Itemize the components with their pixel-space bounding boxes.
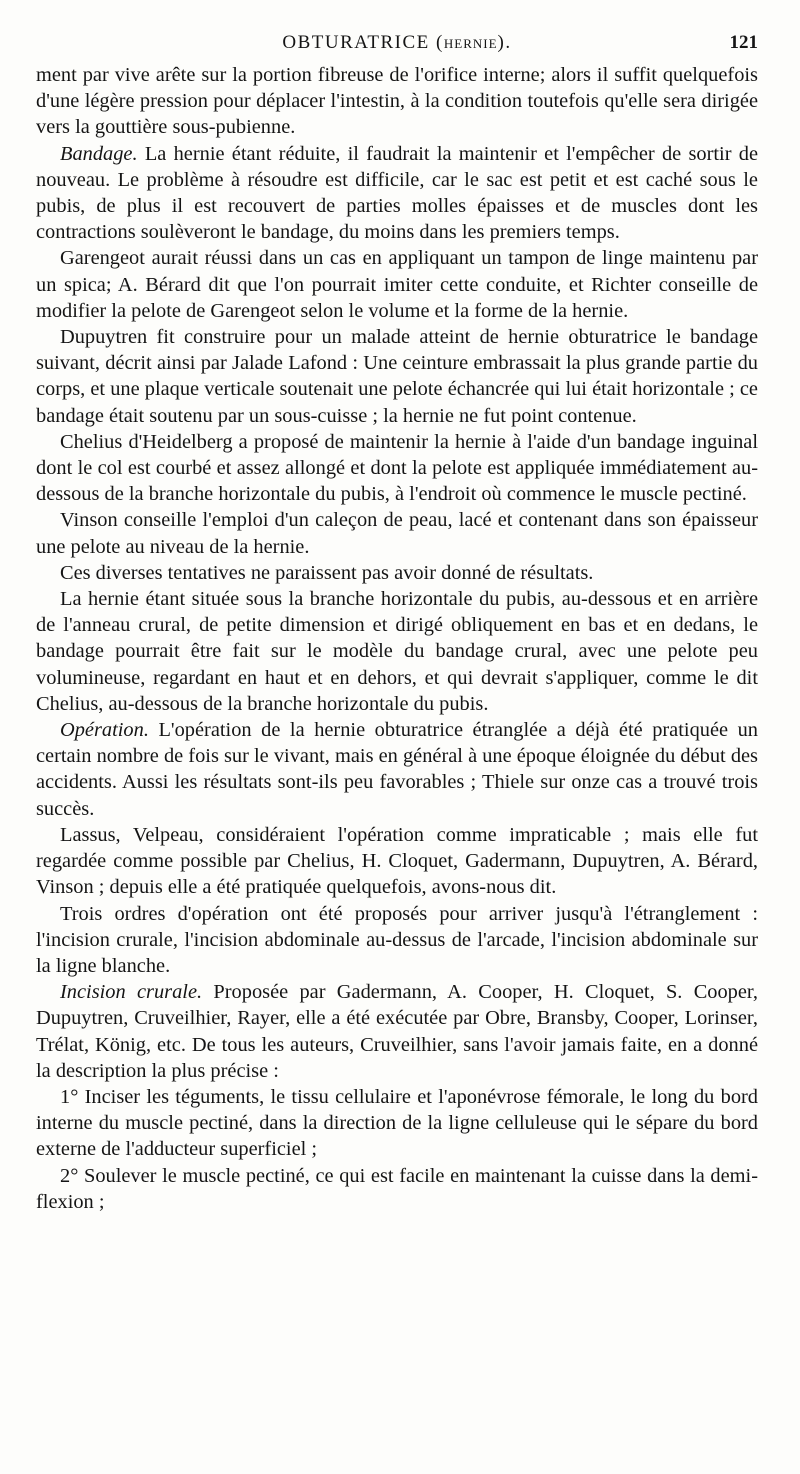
- running-title-small-caps: HERNIE: [443, 36, 498, 51]
- running-title: [36, 32, 758, 54]
- paragraph: [36, 717, 758, 822]
- paragraph-text: 2° Soulever le muscle pectiné, ce qui est facile en maintenant la cuisse dans la demi-flexion ;: [36, 1164, 758, 1213]
- paragraph: [36, 822, 758, 901]
- paragraph: [36, 560, 758, 586]
- paragraph: [36, 507, 758, 559]
- paragraph: [36, 979, 758, 1084]
- section-lead: Bandage.: [60, 142, 138, 165]
- section-lead: Opération.: [60, 719, 149, 742]
- paragraph: [36, 1084, 758, 1163]
- paragraph: [36, 429, 758, 508]
- paragraph-text: Proposée par Gadermann, A. Cooper, H. Cloquet, S. Cooper, Dupuytren, Cruveilhier, Rayer, elle a été exécutée par Obre, Bransby, Cooper, Lorinser, Trélat, König, etc. De tous les auteurs, Cruveilhier, sans l'avoir jamais faite, en a donné la description la plus précise :: [36, 981, 758, 1082]
- paragraph: [36, 586, 758, 717]
- paragraph-text: La hernie étant située sous la branche horizontale du pubis, au-dessous et en arrière de l'anneau crural, de petite dimension et dirigé obliquement en bas et en dedans, le bandage pourrait être fait sur le modèle du bandage crural, avec une pelote peu volumineuse, regardant en haut et en dehors, et qui devrait s'appliquer, comme le dit Chelius, au-dessous de la branche horizontale du pubis.: [36, 588, 758, 715]
- running-title-end: ).: [497, 32, 512, 53]
- page-number: 121: [729, 32, 758, 53]
- paragraph-text: Dupuytren fit construire pour un malade atteint de hernie obturatrice le bandage suivant, décrit ainsi par Jalade Lafond : Une ceinture embrassait la plus grande partie du corps, et une plaque verticale soutenait une pelote échancrée qui lui était horizontale ; ce bandage était soutenu par un sous-cuisse ; la hernie ne fut point contenue.: [36, 326, 758, 427]
- paragraph: [36, 1163, 758, 1215]
- paragraph-text: L'opération de la hernie obturatrice étranglée a déjà été pratiquée un certain nombre de fois sur le vivant, mais en général à une époque éloignée du début des accidents. Aussi les résultats sont-ils peu favorables ; Thiele sur onze cas a trouvé trois succès.: [36, 719, 758, 820]
- paragraph: [36, 245, 758, 324]
- paragraph: [36, 901, 758, 980]
- paragraph-text: La hernie étant réduite, il faudrait la maintenir et l'empêcher de sortir de nouveau. Le problème à résoudre est difficile, car le sac est petit et est caché sous le pubis, de plus il est recouvert de parties molles épaisses et de muscles dont les contractions soulèveront le bandage, du moins dans les premiers temps.: [36, 142, 758, 244]
- body-text: [36, 62, 758, 1215]
- paragraph: [36, 62, 758, 141]
- section-lead: Incision crurale.: [60, 981, 203, 1004]
- paragraph-text: Trois ordres d'opération ont été proposés pour arriver jusqu'à l'étranglement : l'incision crurale, l'incision abdominale au-dessus de l'arcade, l'incision abdominale sur la ligne blanche.: [36, 902, 758, 977]
- paragraph: [36, 324, 758, 429]
- paragraph: [36, 141, 758, 246]
- paragraph-text: Vinson conseille l'emploi d'un caleçon de peau, lacé et contenant dans son épaisseur une pelote au niveau de la hernie.: [36, 509, 758, 558]
- running-header: [36, 28, 758, 62]
- paragraph-text: Lassus, Velpeau, considéraient l'opération comme impraticable ; mais elle fut regardée comme possible par Chelius, H. Cloquet, Gadermann, Dupuytren, A. Bérard, Vinson ; depuis elle a été pratiquée quelquefois, avons-nous dit.: [36, 823, 758, 899]
- paragraph-text: 1° Inciser les téguments, le tissu cellulaire et l'aponévrose fémorale, le long du bord interne du muscle pectiné, dans la direction de la ligne celluleuse qui le sépare du bord externe de l'adducteur superficiel ;: [36, 1085, 758, 1161]
- paragraph-text: Garengeot aurait réussi dans un cas en appliquant un tampon de linge maintenu par un spica; A. Bérard dit que l'on pourrait imiter cette conduite, et Richter conseille de modifier la pelote de Garengeot selon le volume et la forme de la hernie.: [36, 247, 758, 322]
- paragraph-text: Chelius d'Heidelberg a proposé de maintenir la hernie à l'aide d'un bandage inguinal dont le col est courbé et assez allongé et dont la pelote est appliquée immédiatement au-dessous de la branche horizontale du pubis, à l'endroit où commence le muscle pectiné.: [36, 430, 758, 506]
- paragraph-text: ment par vive arête sur la portion fibreuse de l'orifice interne; alors il suffit quelquefois d'une légère pression pour déplacer l'intestin, à la condition toutefois qu'elle sera dirigée vers la gouttière sous-pubienne.: [36, 64, 758, 139]
- paragraph-text: Ces diverses tentatives ne paraissent pas avoir donné de résultats.: [60, 561, 594, 584]
- running-title-main: OBTURATRICE (: [282, 32, 444, 53]
